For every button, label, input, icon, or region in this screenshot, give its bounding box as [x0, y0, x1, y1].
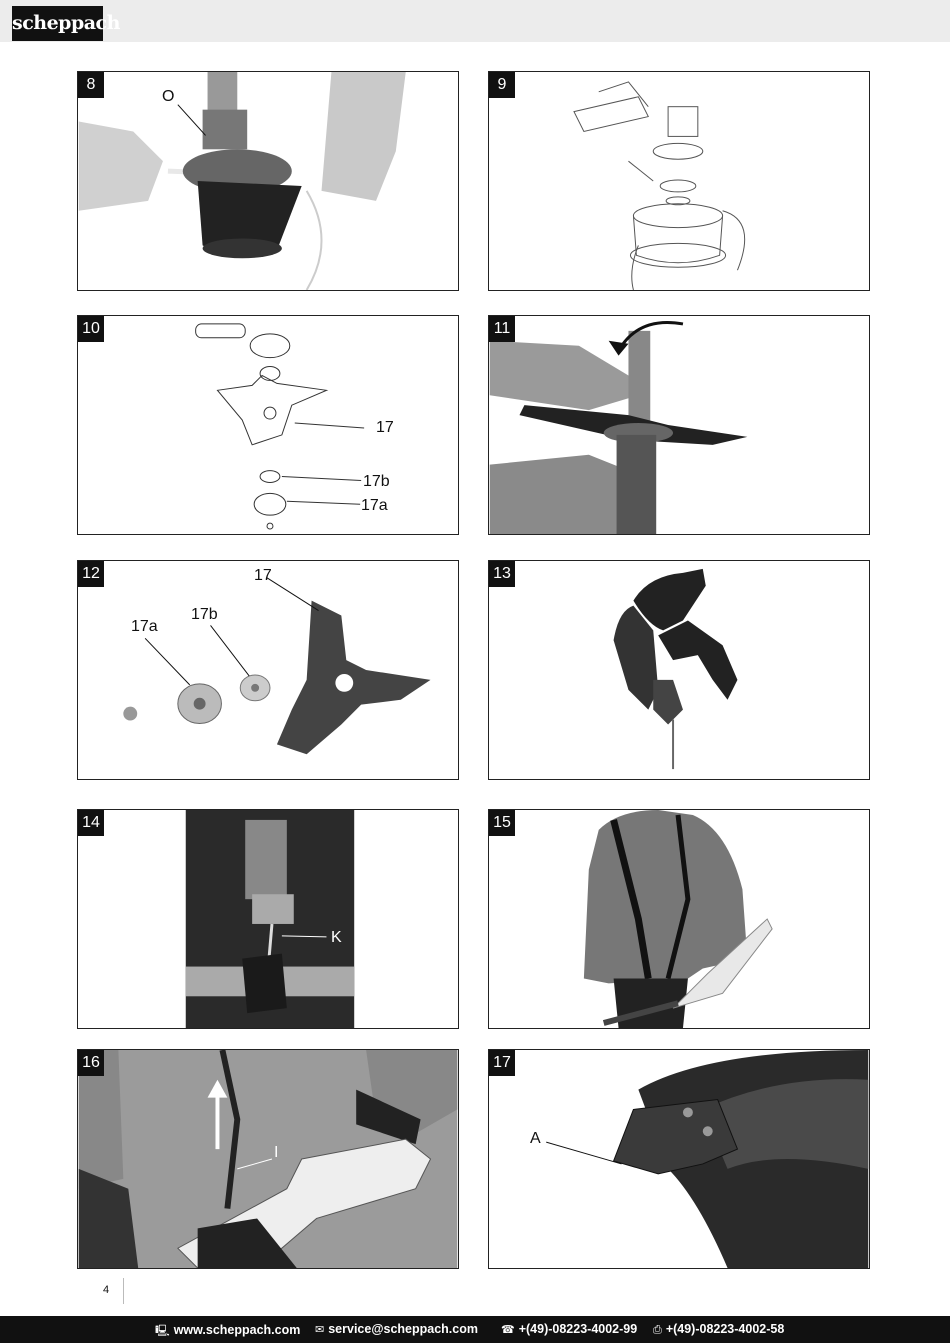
- figure-16: [77, 1049, 459, 1269]
- shoulder-strap-photo: [489, 561, 869, 779]
- strap-hook-photo: [78, 810, 458, 1028]
- label-o: O: [162, 88, 175, 105]
- label-17b: 17b: [363, 473, 390, 490]
- trimmer-head-photo: [78, 72, 458, 290]
- figure-8: [77, 71, 459, 291]
- figure-9: [488, 71, 870, 291]
- figure-15: [488, 809, 870, 1029]
- page-divider: [123, 1278, 124, 1304]
- footer-phone[interactable]: [501, 1322, 637, 1336]
- label-17a: 17a: [361, 497, 388, 514]
- label-a: A: [530, 1130, 541, 1147]
- footer-email[interactable]: [315, 1322, 478, 1336]
- figure-number: 12: [78, 561, 104, 587]
- figure-14: [77, 809, 459, 1029]
- footer-website[interactable]: [155, 1322, 300, 1341]
- figure-number: 15: [489, 810, 515, 836]
- fax-text: +(49)-08223-4002-58: [665, 1322, 785, 1336]
- fax-icon: ⎙: [653, 1324, 662, 1336]
- figure-10: [77, 315, 459, 535]
- blade-parts-photo: [78, 561, 458, 779]
- user-wearing-strap-photo: [489, 810, 869, 1028]
- label-k: K: [331, 929, 342, 946]
- label-i: I: [274, 1144, 279, 1161]
- figure-11: [488, 315, 870, 535]
- blade-assembly-diagram: [78, 316, 458, 534]
- line-cutter-blade-photo: [489, 1050, 869, 1268]
- label-17b: 17b: [191, 606, 218, 623]
- blade-mounting-photo: [489, 316, 869, 534]
- label-17: 17: [254, 567, 272, 584]
- footer-bar: [0, 1316, 950, 1343]
- email-text: service@scheppach.com: [328, 1322, 478, 1336]
- brand-logo: scheppach: [12, 6, 103, 41]
- figure-17: [488, 1049, 870, 1269]
- figure-number: 13: [489, 561, 515, 587]
- figure-number: 10: [78, 316, 104, 342]
- trimmer-head-diagram: [489, 72, 869, 290]
- figure-number: 14: [78, 810, 104, 836]
- phone-text: +(49)-08223-4002-99: [518, 1322, 638, 1336]
- figure-13: [488, 560, 870, 780]
- page-number: 4: [103, 1284, 110, 1296]
- adjust-strap-photo: [78, 1050, 458, 1268]
- label-17a: 17a: [131, 618, 158, 635]
- computer-icon: 🖳: [155, 1325, 170, 1337]
- figure-number: 9: [489, 72, 515, 98]
- figure-number: 17: [489, 1050, 515, 1076]
- figure-number: 16: [78, 1050, 104, 1076]
- header-bar: [0, 0, 950, 42]
- footer-fax[interactable]: [653, 1322, 784, 1337]
- label-17: 17: [376, 419, 394, 436]
- figure-number: 11: [489, 316, 515, 342]
- website-text: www.scheppach.com: [173, 1323, 301, 1337]
- phone-icon: ☎: [501, 1324, 515, 1336]
- figure-12: [77, 560, 459, 780]
- figure-number: 8: [78, 72, 104, 98]
- mail-icon: ✉: [315, 1324, 325, 1336]
